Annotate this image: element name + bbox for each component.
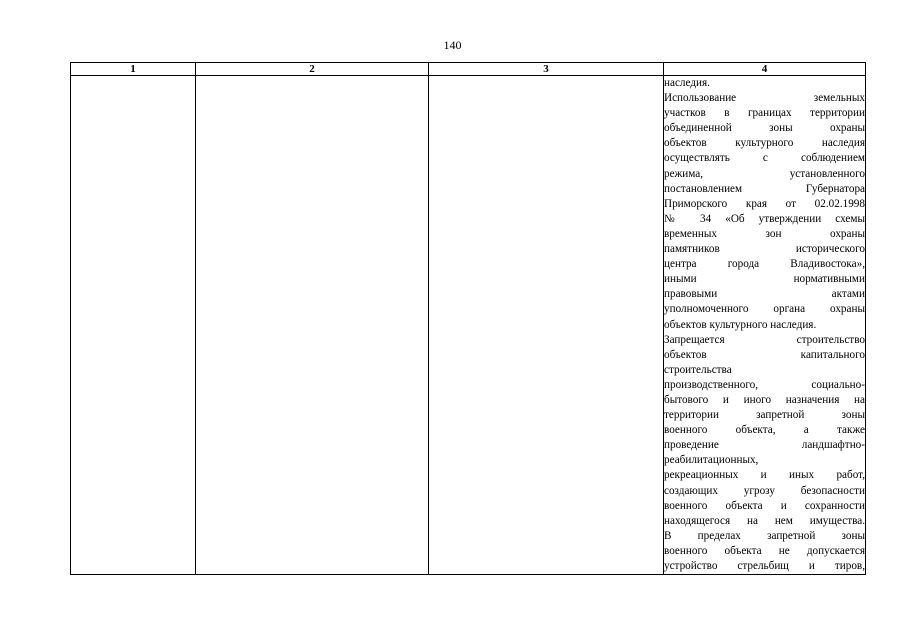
column-4-text-line: памятников исторического — [664, 243, 865, 256]
column-4-text-line: бытового и иного назначения на — [664, 393, 865, 406]
column-4-text-line: объектов капитального — [664, 348, 865, 361]
column-4-text-line: постановлением Губернатора — [664, 182, 865, 195]
column-header-1: 1 — [71, 63, 196, 76]
column-4-text-line: уполномоченного органа охраны — [664, 303, 865, 316]
column-4-text-line: рекреационных и иных работ, — [664, 469, 865, 482]
column-4-text-line: объединенной зоны охраны — [664, 122, 865, 135]
column-4-text-line: военного объекта не допускается — [664, 544, 865, 557]
column-2-cell — [196, 76, 429, 575]
column-4-text-line: проведение ландшафтно- — [664, 439, 865, 452]
column-4-cell — [664, 76, 866, 575]
column-4-text-line: иными нормативными — [664, 273, 865, 286]
column-1-cell — [71, 76, 196, 575]
column-4-text-line: находящегося на нем имущества. — [664, 514, 865, 527]
column-4-text-line: устройство стрельбищ и тиров, — [664, 560, 865, 572]
document-table — [70, 62, 866, 575]
column-4-text-line: военного объекта и сохранности — [664, 499, 865, 512]
column-4-text-line: военного объекта, а также — [664, 424, 865, 437]
column-4-text-line: производственного, социально- — [664, 378, 865, 391]
column-4-text-line: временных зон охраны — [664, 227, 865, 240]
page-number: 140 — [443, 38, 462, 52]
column-4-text-line: осуществлять с соблюдением — [664, 152, 865, 165]
column-4-text-line: В пределах запретной зоны — [664, 529, 865, 542]
column-4-text-line: строительства — [664, 363, 732, 376]
column-3-cell — [429, 76, 664, 575]
column-4-text-line: создающих угрозу безопасности — [664, 484, 865, 497]
column-4-text-line: режима, установленного — [664, 167, 865, 180]
column-header-3: 3 — [429, 63, 664, 76]
column-4-text-line: участков в границах территории — [664, 107, 865, 120]
column-4-text-line: объектов культурного наследия. — [664, 318, 817, 331]
column-4-text-line: Приморского края от 02.02.1998 — [664, 197, 865, 210]
column-4-text-line: центра города Владивостока», — [664, 258, 865, 271]
column-4-text-line: объектов культурного наследия — [664, 137, 865, 150]
column-4-text-line: реабилитационных, — [664, 454, 759, 467]
column-4-text-line: № 34 «Об утверждении схемы — [664, 212, 865, 225]
column-header-2: 2 — [196, 63, 429, 76]
column-4-text-line: правовыми актами — [664, 288, 865, 301]
column-4-text-line: Запрещается строительство — [664, 333, 865, 346]
table-row — [71, 76, 866, 575]
column-header-4: 4 — [664, 63, 866, 76]
column-4-text-line: территории запретной зоны — [664, 409, 865, 422]
column-4-text-line: наследия. — [664, 77, 710, 89]
column-4-text-line: Использование земельных — [664, 92, 865, 105]
table-header-row — [71, 63, 866, 76]
